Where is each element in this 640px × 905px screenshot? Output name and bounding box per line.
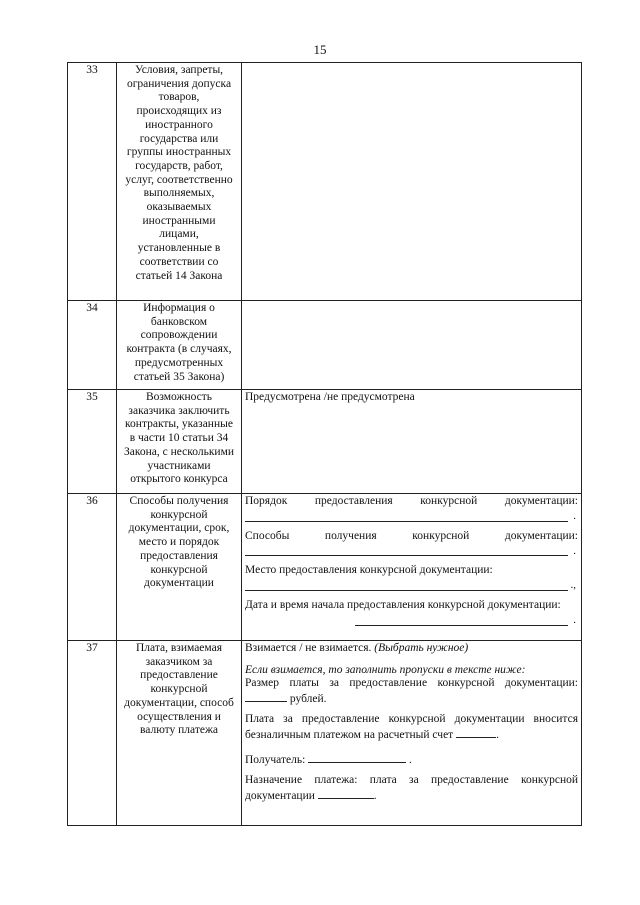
row-number: 35 — [68, 390, 117, 494]
row-value — [242, 390, 582, 494]
option-text: Предусмотрена /не предусмотрена — [245, 391, 415, 403]
table-row — [68, 63, 582, 301]
row-value-empty — [242, 301, 582, 390]
place-label: Место предоставления конкурсной документации: — [245, 564, 493, 577]
if-charged-hint: Если взимается, то заполнить пропуски в тексте ниже: — [245, 663, 526, 676]
purpose-blank[interactable] — [318, 788, 374, 799]
order-label: Порядок предоставления конкурсной документации: — [245, 495, 578, 507]
charged-option: Взимается / не взимается. — [245, 642, 372, 654]
methods-blank[interactable]: . — [245, 543, 568, 556]
row-name: Информация о банковском сопровождении контракта (в случаях, предусмотренных статьей 35 Закона) — [117, 301, 242, 390]
row-number: 37 — [68, 641, 117, 826]
datetime-blank[interactable]: . — [355, 613, 568, 626]
order-blank[interactable]: . — [245, 509, 568, 522]
procurement-table — [67, 62, 582, 826]
datetime-label: Дата и время начала предоставления конкурсной документации: — [245, 599, 561, 612]
fee-size-line: Размер платы за предоставление конкурсной документации: рублей. — [245, 677, 578, 706]
row-number: 36 — [68, 494, 117, 641]
page-number: 15 — [313, 42, 327, 57]
row-name: Способы получения конкурсной документации, срок, место и порядок предоставления конкурсной документации — [117, 494, 242, 641]
table-row — [68, 494, 582, 641]
choose-hint: (Выбрать нужное) — [374, 642, 469, 654]
recipient-blank[interactable] — [308, 752, 406, 763]
account-blank[interactable] — [456, 727, 496, 738]
row-number: 33 — [68, 63, 117, 301]
place-blank[interactable]: ., — [245, 578, 568, 591]
purpose-line: Назначение платежа: плата за предоставление конкурсной документации . — [245, 773, 578, 802]
charged-line — [245, 642, 578, 656]
fee-amount-blank[interactable] — [245, 691, 287, 702]
row-value — [242, 494, 582, 641]
recipient-line: Получатель: . — [245, 754, 412, 767]
table-row — [68, 301, 582, 390]
table-row — [68, 390, 582, 494]
methods-label: Способы получения конкурсной документации: — [245, 529, 578, 542]
payment-line: Плата за предоставление конкурсной документации вносится безналичным платежом на расчетный счет . — [245, 712, 578, 741]
row-name: Плата, взимаемая заказчиком за предоставление конкурсной документации, способ осуществления и валюту платежа — [117, 641, 242, 826]
row-value-empty — [242, 63, 582, 301]
row-name: Возможность заказчика заключить контракты, указанные в части 10 статьи 34 Закона, с несколькими участниками открытого конкурса — [117, 390, 242, 494]
table-row — [68, 641, 582, 826]
row-value — [242, 641, 582, 826]
row-name: Условия, запреты, ограничения допуска товаров, происходящих из иностранного государства или группы иностранных государств, работ, услуг, соответственно выполняемых, оказываемых иностранными лицами, установленные в соответствии со статьей 14 Закона — [117, 63, 242, 301]
row-number: 34 — [68, 301, 117, 390]
